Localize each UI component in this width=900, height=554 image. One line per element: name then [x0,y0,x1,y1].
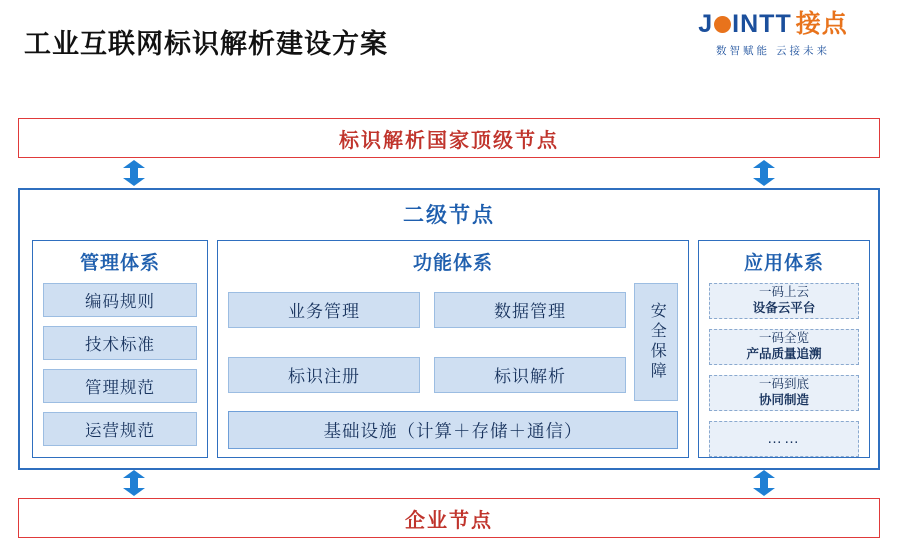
functional-cell[interactable]: 标识注册 [228,357,420,393]
management-item[interactable]: 运营规范 [43,412,197,446]
functional-system-column [217,240,689,458]
security-guarantee-block[interactable] [634,283,678,401]
application-item[interactable] [709,329,859,365]
enterprise-node-bar [18,498,880,538]
logo-tagline: 数智赋能 云接未来 [716,45,830,57]
management-item-list [43,283,197,449]
functional-system-title: 功能体系 [412,253,493,274]
functional-cell[interactable]: 业务管理 [228,292,420,328]
logo-text-right: INTT [732,10,792,38]
application-item-line1: 一码到底 [758,377,809,392]
logo-text-cn: 接点 [795,10,848,38]
application-item-line1: 一码上云 [758,285,809,300]
logo-dot-icon [714,16,731,33]
top-node-bar [18,118,880,158]
application-system-column [698,240,870,458]
application-item-list [709,283,859,457]
functional-cell-grid [228,283,626,401]
arrow-bottom-left-icon [123,470,145,496]
architecture-diagram [18,118,882,538]
functional-cell[interactable]: 数据管理 [434,292,626,328]
logo-wordmark [668,12,878,37]
arrow-bottom-right-icon [753,470,775,496]
management-item[interactable]: 管理规范 [43,369,197,403]
application-item-line1: 一码全览 [758,331,809,346]
functional-upper-area [228,283,678,401]
top-node-label: 标识解析国家顶级节点 [339,129,559,152]
management-item[interactable]: 编码规则 [43,283,197,317]
management-system-column [32,240,208,458]
second-level-node-title: 二级节点 [403,204,495,227]
management-item[interactable]: 技术标准 [43,326,197,360]
application-item-line1: …… [767,429,801,447]
functional-cell[interactable]: 标识解析 [434,357,626,393]
application-item-line2: 产品质量追溯 [746,347,822,361]
functional-system-body [228,283,678,449]
application-item-line2: 协同制造 [758,393,809,407]
security-guarantee-label: 安全保障 [648,302,666,382]
enterprise-node-label: 企业节点 [405,509,493,532]
second-level-node-box [18,188,880,470]
application-system-title: 应用体系 [743,253,824,274]
application-item[interactable] [709,283,859,319]
application-item[interactable] [709,375,859,411]
brand-logo [668,12,878,58]
arrow-top-left-icon [123,160,145,186]
arrow-top-right-icon [753,160,775,186]
management-system-title: 管理体系 [79,253,160,274]
systems-columns [32,240,870,458]
logo-text-left: J [698,10,714,38]
page-title: 工业互联网标识解析建设方案 [24,29,388,59]
application-item[interactable] [709,421,859,457]
application-item-line2: 设备云平台 [752,301,816,315]
infrastructure-block[interactable]: 基础设施（计算＋存储＋通信） [228,411,678,449]
